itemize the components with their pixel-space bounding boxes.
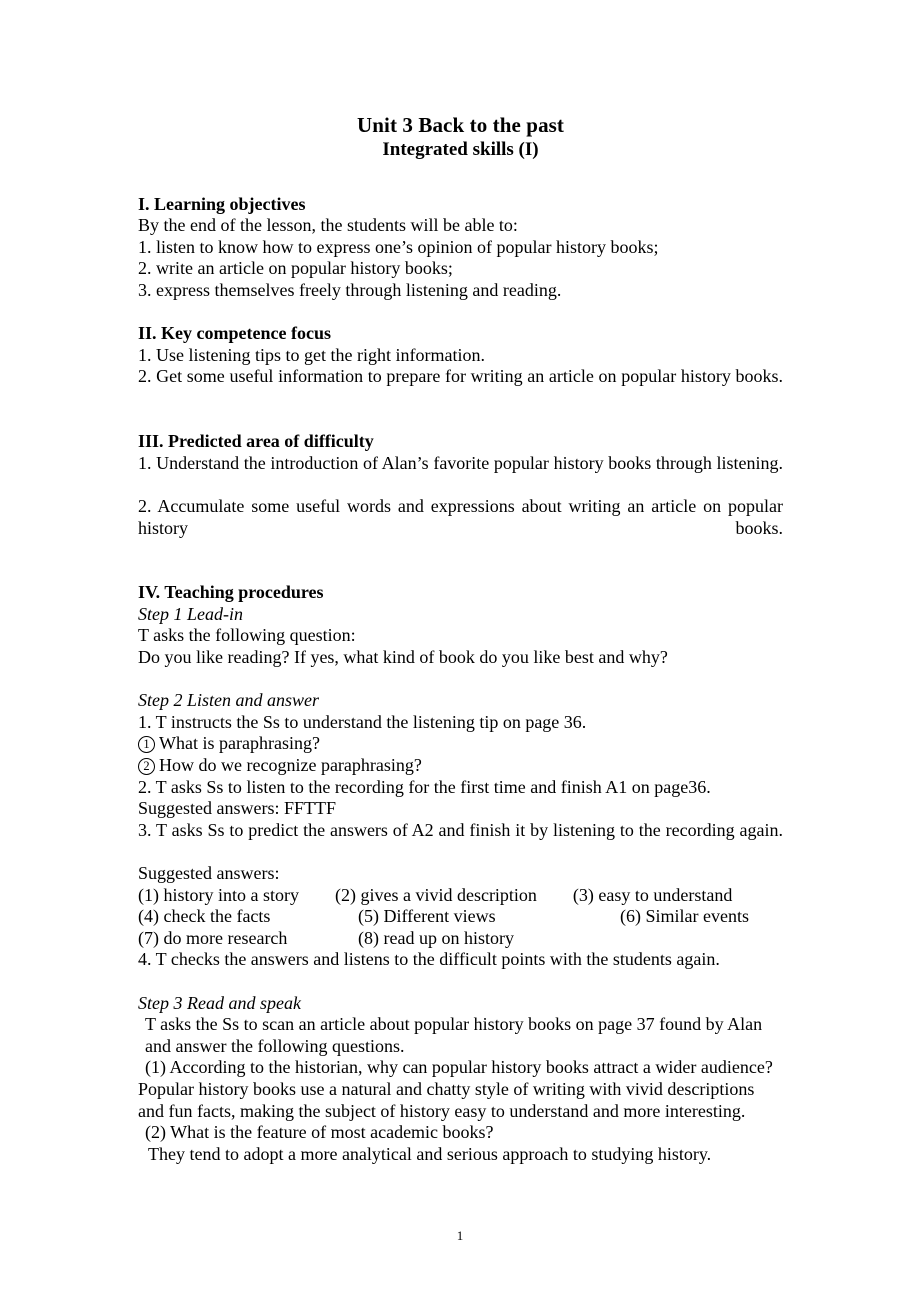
spacer (138, 561, 783, 583)
competence-item-2: 2. Get some useful information to prepare for writing an article on popular history books. (138, 366, 783, 387)
step-2-bullet-2-text: How do we recognize paraphrasing? (159, 755, 422, 776)
step-2-line-1: 1. T instructs the Ss to understand the listening tip on page 36. (138, 711, 587, 732)
section-teaching-procedures (138, 582, 783, 1165)
step-2-bullet-2 (138, 755, 783, 777)
document-title: Unit 3 Back to the past (356, 113, 565, 137)
answer-cell: (5) Different views (358, 906, 496, 927)
answer-cell: (6) Similar events (620, 906, 749, 927)
step-3-answer-2: They tend to adopt a more analytical and serious approach to studying history. (148, 1143, 712, 1164)
step-3-answer-1: Popular history books use a natural and chatty style of writing with vivid descriptions and fun facts, making the subject of history easy to understand and more interesting. (138, 1078, 755, 1121)
section-predicted-difficulty (138, 431, 783, 561)
step-2-answers-row-2 (138, 906, 783, 928)
difficulty-item-2: 2. Accumulate some useful words and expressions about writing an article on popular history books. (138, 495, 783, 538)
circled-number-icon: 2 (138, 758, 155, 775)
spacer (138, 302, 783, 324)
step-3-heading: Step 3 Read and speak (138, 992, 301, 1013)
spacer (138, 971, 783, 993)
step-3-line-1: T asks the Ss to scan an article about popular history books on page 37 found by Alan and answer the following questions. (145, 1014, 763, 1056)
spacer (138, 162, 783, 184)
step-3-body-2 (138, 1122, 783, 1144)
spacer (138, 184, 783, 194)
step-2-heading: Step 2 Listen and answer (138, 690, 320, 711)
objectives-intro: By the end of the lesson, the students will be able to: (138, 215, 518, 236)
objectives-item-1: 1. listen to know how to express one’s opinion of popular history books; (138, 236, 659, 257)
step-2-bullet-1 (138, 733, 783, 755)
step-1-heading: Step 1 Lead-in (138, 603, 243, 624)
competence-item-1: 1. Use listening tips to get the right information. (138, 344, 485, 365)
step-2-answers-row-1: (1) history into a story (2) gives a vivid description (3) easy to understand (138, 884, 733, 905)
step-3-body (138, 1014, 783, 1079)
step-2-answers-row-3 (138, 928, 783, 950)
step-2-bullet-1-text: What is paraphrasing? (159, 733, 320, 754)
step-3-question-2: (2) What is the feature of most academic books? (145, 1122, 494, 1143)
step-2-line-2: 2. T asks Ss to listen to the recording for the first time and finish A1 on page36. (138, 776, 711, 797)
section-heading-competence: II. Key competence focus (138, 323, 331, 344)
step-2-line-3: Suggested answers: FFTTF (138, 798, 336, 819)
spacer (138, 410, 783, 432)
answer-cell: (8) read up on history (358, 927, 514, 948)
section-heading-objectives: I. Learning objectives (138, 193, 306, 214)
section-heading-procedures: IV. Teaching procedures (138, 582, 324, 603)
step-3-question-1: (1) According to the historian, why can popular history books attract a wider audience? (145, 1057, 773, 1078)
step-2-line-5: Suggested answers: (138, 863, 280, 883)
answer-cell: (4) check the facts (138, 906, 271, 927)
spacer (138, 669, 783, 691)
answer-cell: (7) do more research (138, 927, 288, 948)
section-heading-difficulty: III. Predicted area of difficulty (138, 431, 374, 452)
section-learning-objectives (138, 194, 783, 302)
step-2-line-4: 3. T asks Ss to predict the answers of A2 and finish it by listening to the recording again. (138, 819, 783, 840)
document-subtitle: Integrated skills (I) (382, 139, 539, 160)
document-body (138, 112, 783, 1165)
difficulty-item-1: 1. Understand the introduction of Alan’s favorite popular history books through listening. (138, 452, 783, 473)
step-1-line-1: T asks the following question: (138, 625, 356, 646)
page-number: 1 (456, 1228, 464, 1243)
step-3-body-3 (138, 1144, 783, 1166)
step-2-line-6: 4. T checks the answers and listens to the difficult points with the students again. (138, 949, 720, 970)
section-key-competence-focus (138, 323, 783, 409)
objectives-item-3: 3. express themselves freely through listening and reading. (138, 279, 562, 300)
objectives-item-2: 2. write an article on popular history books; (138, 258, 453, 279)
step-1-line-2: Do you like reading? If yes, what kind of book do you like best and why? (138, 647, 668, 668)
circled-number-icon: 1 (138, 736, 155, 753)
